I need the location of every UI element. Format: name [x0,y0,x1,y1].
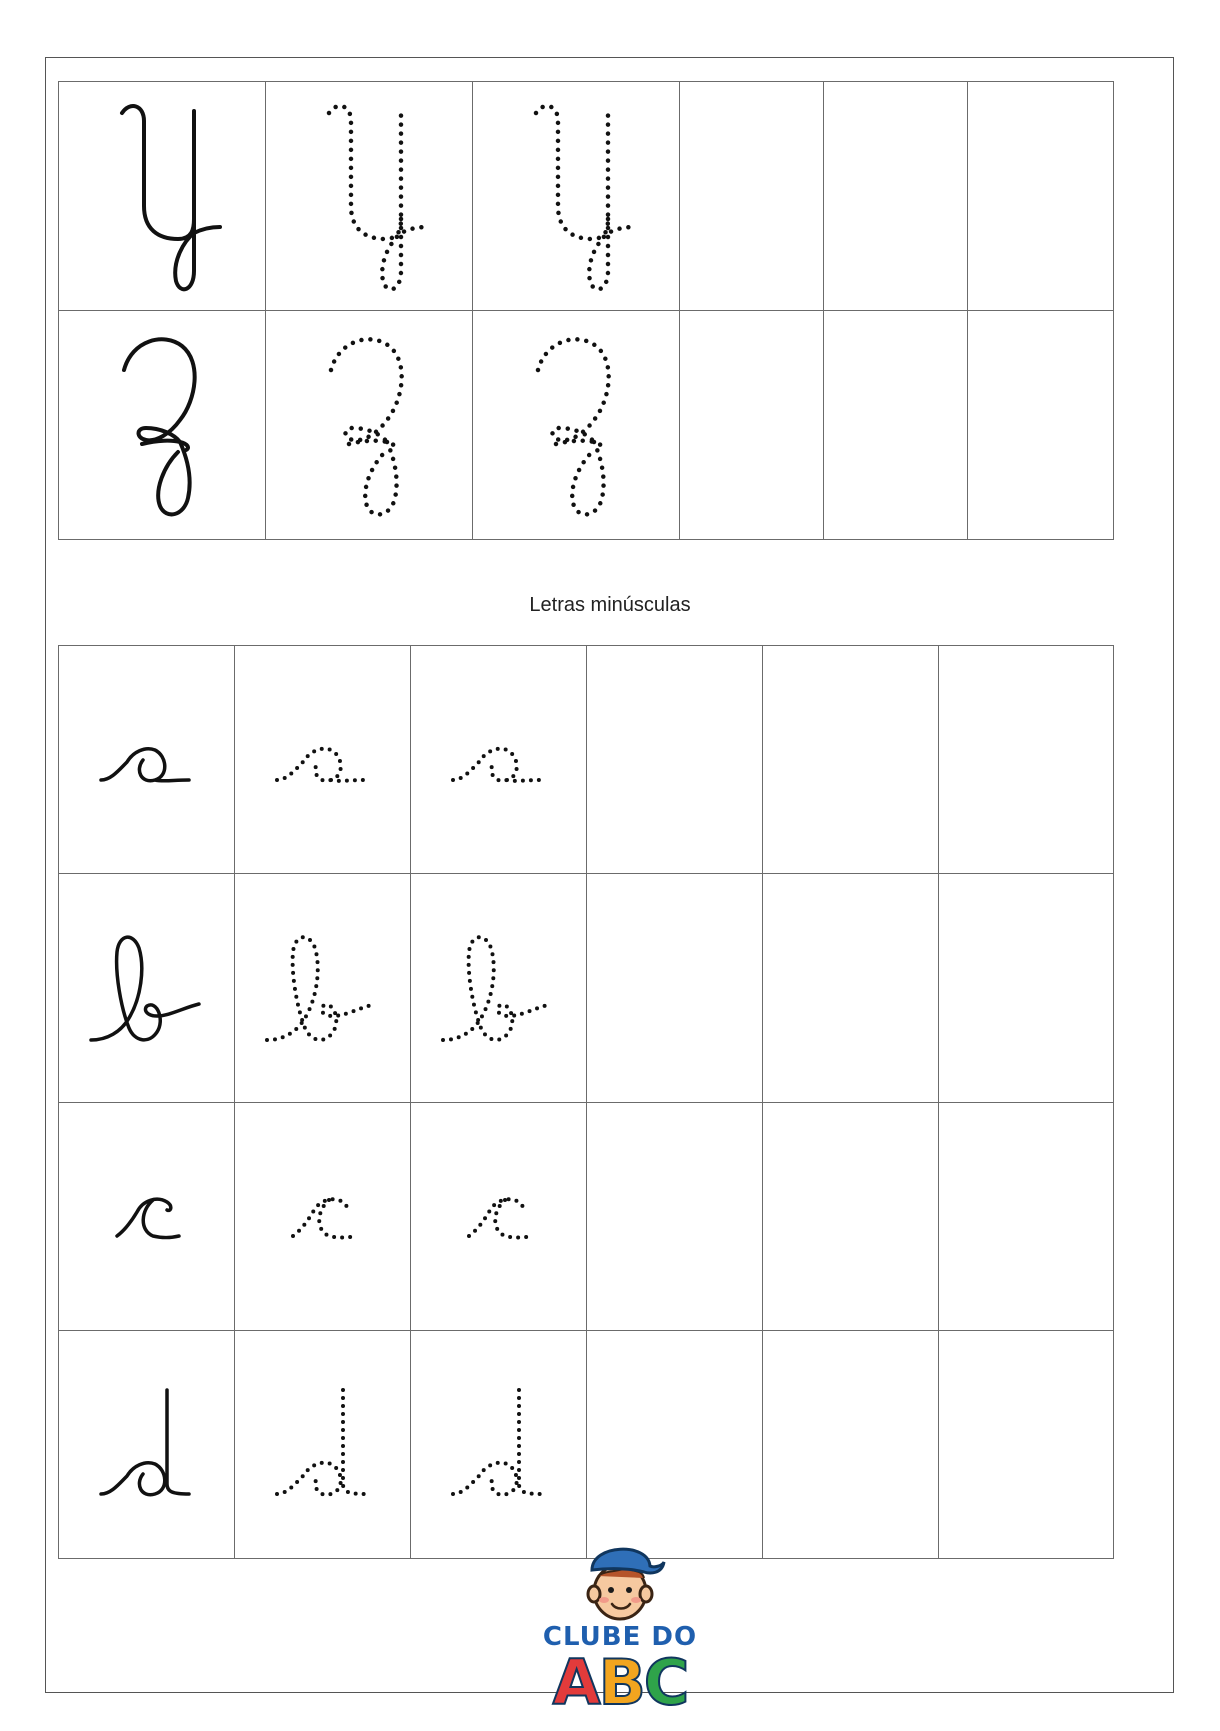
blank-cell[interactable] [939,1330,1114,1558]
cursive-d-dotted [273,1384,373,1504]
blank-cell[interactable] [763,874,939,1102]
cursive-d-model [97,1384,197,1504]
trace-cell[interactable] [235,1330,411,1558]
blank-cell[interactable] [680,82,824,311]
cursive-b-model [87,928,207,1048]
cursive-c-dotted [273,1186,373,1246]
model-cell [59,646,235,874]
blank-cell[interactable] [824,82,968,311]
blank-cell[interactable] [939,646,1114,874]
blank-cell[interactable] [587,646,763,874]
row-lower-a [59,646,1114,874]
blank-cell[interactable] [680,311,824,540]
blank-cell[interactable] [763,1102,939,1330]
trace-cell[interactable] [235,874,411,1102]
model-cell [59,311,266,540]
model-cell [59,82,266,311]
cursive-capital-z-dotted [309,330,429,520]
cursive-capital-y-model [102,101,222,291]
logo-letter-b: B [598,1646,644,1719]
row-lower-b [59,874,1114,1102]
trace-cell[interactable] [235,646,411,874]
uppercase-grid [58,81,1114,540]
row-capital-z [59,311,1114,540]
trace-cell[interactable] [411,1102,587,1330]
cursive-capital-y-dotted [516,101,636,291]
cursive-d-dotted [449,1384,549,1504]
cursive-b-dotted [263,928,383,1048]
row-lower-d [59,1330,1114,1558]
cursive-a-model [97,730,197,790]
logo-abc [530,1648,710,1718]
cursive-capital-z-dotted [516,330,636,520]
trace-cell[interactable] [411,646,587,874]
blank-cell[interactable] [968,82,1114,311]
blank-cell[interactable] [939,1102,1114,1330]
lowercase-grid [58,645,1114,1559]
cursive-b-dotted [439,928,559,1048]
cursive-a-dotted [449,730,549,790]
cursive-c-model [97,1186,197,1246]
row-lower-c [59,1102,1114,1330]
blank-cell[interactable] [968,311,1114,540]
model-cell [59,1102,235,1330]
clube-do-abc-logo [530,1530,710,1730]
blank-cell[interactable] [824,311,968,540]
blank-cell[interactable] [763,1330,939,1558]
section-title-lowercase: Letras minúsculas [529,594,691,616]
model-cell [59,1330,235,1558]
blank-cell[interactable] [587,1330,763,1558]
cursive-capital-y-dotted [309,101,429,291]
logo-letter-a: A [552,1646,599,1719]
logo-line1: CLUBE DO [542,1622,698,1652]
trace-cell[interactable] [266,82,473,311]
trace-cell[interactable] [411,874,587,1102]
model-cell [59,874,235,1102]
trace-cell[interactable] [473,311,680,540]
trace-cell[interactable] [235,1102,411,1330]
boy-with-cap-icon [570,1530,670,1630]
cursive-c-dotted [449,1186,549,1246]
row-capital-y [59,82,1114,311]
blank-cell[interactable] [587,1102,763,1330]
trace-cell[interactable] [473,82,680,311]
cursive-a-dotted [273,730,373,790]
cursive-capital-z-model [102,330,222,520]
blank-cell[interactable] [763,646,939,874]
trace-cell[interactable] [266,311,473,540]
trace-cell[interactable] [411,1330,587,1558]
blank-cell[interactable] [587,874,763,1102]
blank-cell[interactable] [939,874,1114,1102]
logo-letter-c: C [643,1646,688,1719]
